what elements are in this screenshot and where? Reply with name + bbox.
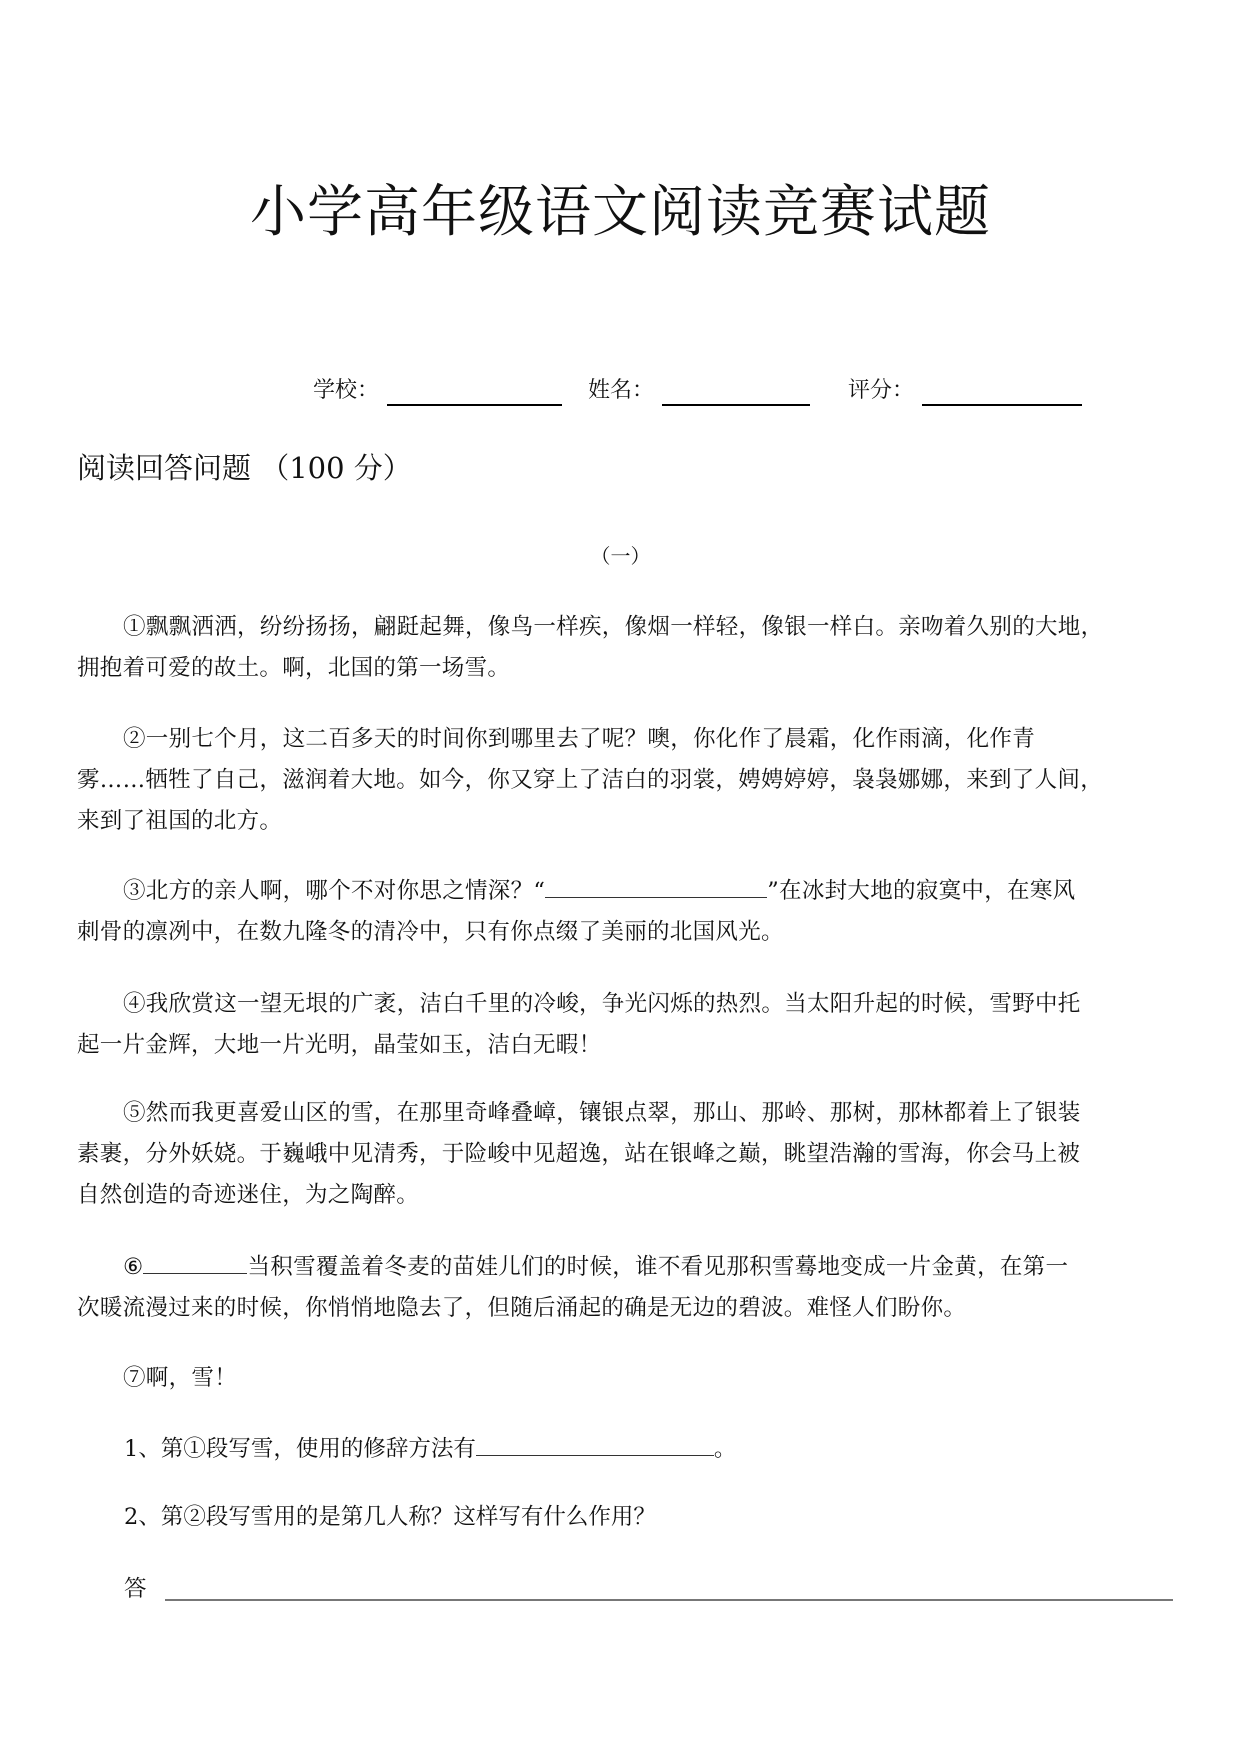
paragraph-line: 刺骨的凛冽中，在数九隆冬的清冷中，只有你点缀了美丽的北国风光。 [77, 919, 784, 945]
question-1 [124, 1434, 736, 1464]
question-1-text: 1、第①段写雪，使用的修辞方法有 [124, 1436, 476, 1462]
score-label: 评分： [848, 378, 915, 403]
name-field[interactable] [662, 382, 810, 406]
paragraph-line: 次暖流漫过来的时候，你悄悄地隐去了，但随后涌起的确是无边的碧波。难怪人们盼你。 [77, 1295, 967, 1321]
paragraph-4 [77, 984, 1177, 1066]
paragraph-line: ②一别七个月，这二百多天的时间你到哪里去了呢？噢，你化作了晨霜，化作雨滴，化作青 [123, 726, 1036, 752]
paragraph-5 [77, 1093, 1177, 1216]
question-1-end: 。 [713, 1436, 737, 1462]
school-label: 学校： [313, 378, 380, 403]
paragraph-line: 自然创造的奇迹迷住，为之陶醉。 [77, 1182, 420, 1208]
paragraph-1 [77, 607, 1177, 689]
paragraph-line: ⑤然而我更喜爱山区的雪，在那里奇峰叠嶂，镶银点翠，那山、那岭、那树，那林都着上了银装 [123, 1100, 1081, 1126]
paragraph-line: ④我欣赏这一望无垠的广袤，洁白千里的冷峻，争光闪烁的热烈。当太阳升起的时候，雪野中托 [123, 991, 1081, 1017]
paragraph-text: ③北方的亲人啊，哪个不对你思之情深？“ [123, 878, 546, 904]
paragraph-line: ⑦啊，雪！ [123, 1365, 238, 1391]
paragraph-line: 素裹，分外妖娆。于巍峨中见清秀，于险峻中见超逸，站在银峰之巅，眺望浩瀚的雪海，你会马上被 [77, 1141, 1081, 1167]
page-title: 小学高年级语文阅读竞赛试题 [250, 180, 991, 245]
school-field[interactable] [387, 382, 562, 406]
paragraph-text: ”在冰封大地的寂寞中，在寒风 [767, 878, 1076, 904]
paragraph-text: 当积雪覆盖着冬麦的苗娃儿们的时候，谁不看见那积雪蓦地变成一片金黄，在第一 [247, 1254, 1069, 1280]
answer-line[interactable] [165, 1599, 1173, 1601]
paragraph-line: 起一片金辉，大地一片光明，晶莹如玉，洁白无暇！ [77, 1032, 602, 1058]
section-heading: 阅读回答问题 （100 分） [77, 451, 412, 485]
paragraph-3 [77, 871, 1177, 953]
answer-label: 答 [124, 1576, 147, 1602]
name-label: 姓名： [588, 378, 655, 403]
paragraph-line: 雾……牺牲了自己，滋润着大地。如今，你又穿上了洁白的羽裳，娉娉婷婷，袅袅娜娜，来到了人间， [77, 767, 1104, 793]
paragraph-7 [77, 1358, 1177, 1399]
score-field[interactable] [922, 382, 1082, 406]
paragraph-line: 来到了祖国的北方。 [77, 808, 283, 834]
paragraph-line: 拥抱着可爱的故土。啊，北国的第一场雪。 [77, 655, 511, 681]
question-1-answer-blank[interactable] [476, 1435, 714, 1456]
paragraph-line [77, 1247, 1177, 1288]
fill-blank-quote[interactable] [545, 877, 767, 898]
student-info-row [313, 376, 1082, 406]
paragraph-6 [77, 1247, 1177, 1329]
paragraph-line: ①飘飘洒洒，纷纷扬扬，翩跹起舞，像鸟一样疾，像烟一样轻，像银一样白。亲吻着久别的大地， [123, 614, 1104, 640]
question-2: 2、第②段写雪用的是第几人称？这样写有什么作用？ [124, 1504, 656, 1530]
fill-blank-p6[interactable] [143, 1253, 247, 1274]
paragraph-line [77, 871, 1177, 912]
part-label: （一） [590, 544, 651, 568]
paragraph-2 [77, 719, 1177, 842]
paragraph-text: ⑥ [123, 1254, 144, 1280]
